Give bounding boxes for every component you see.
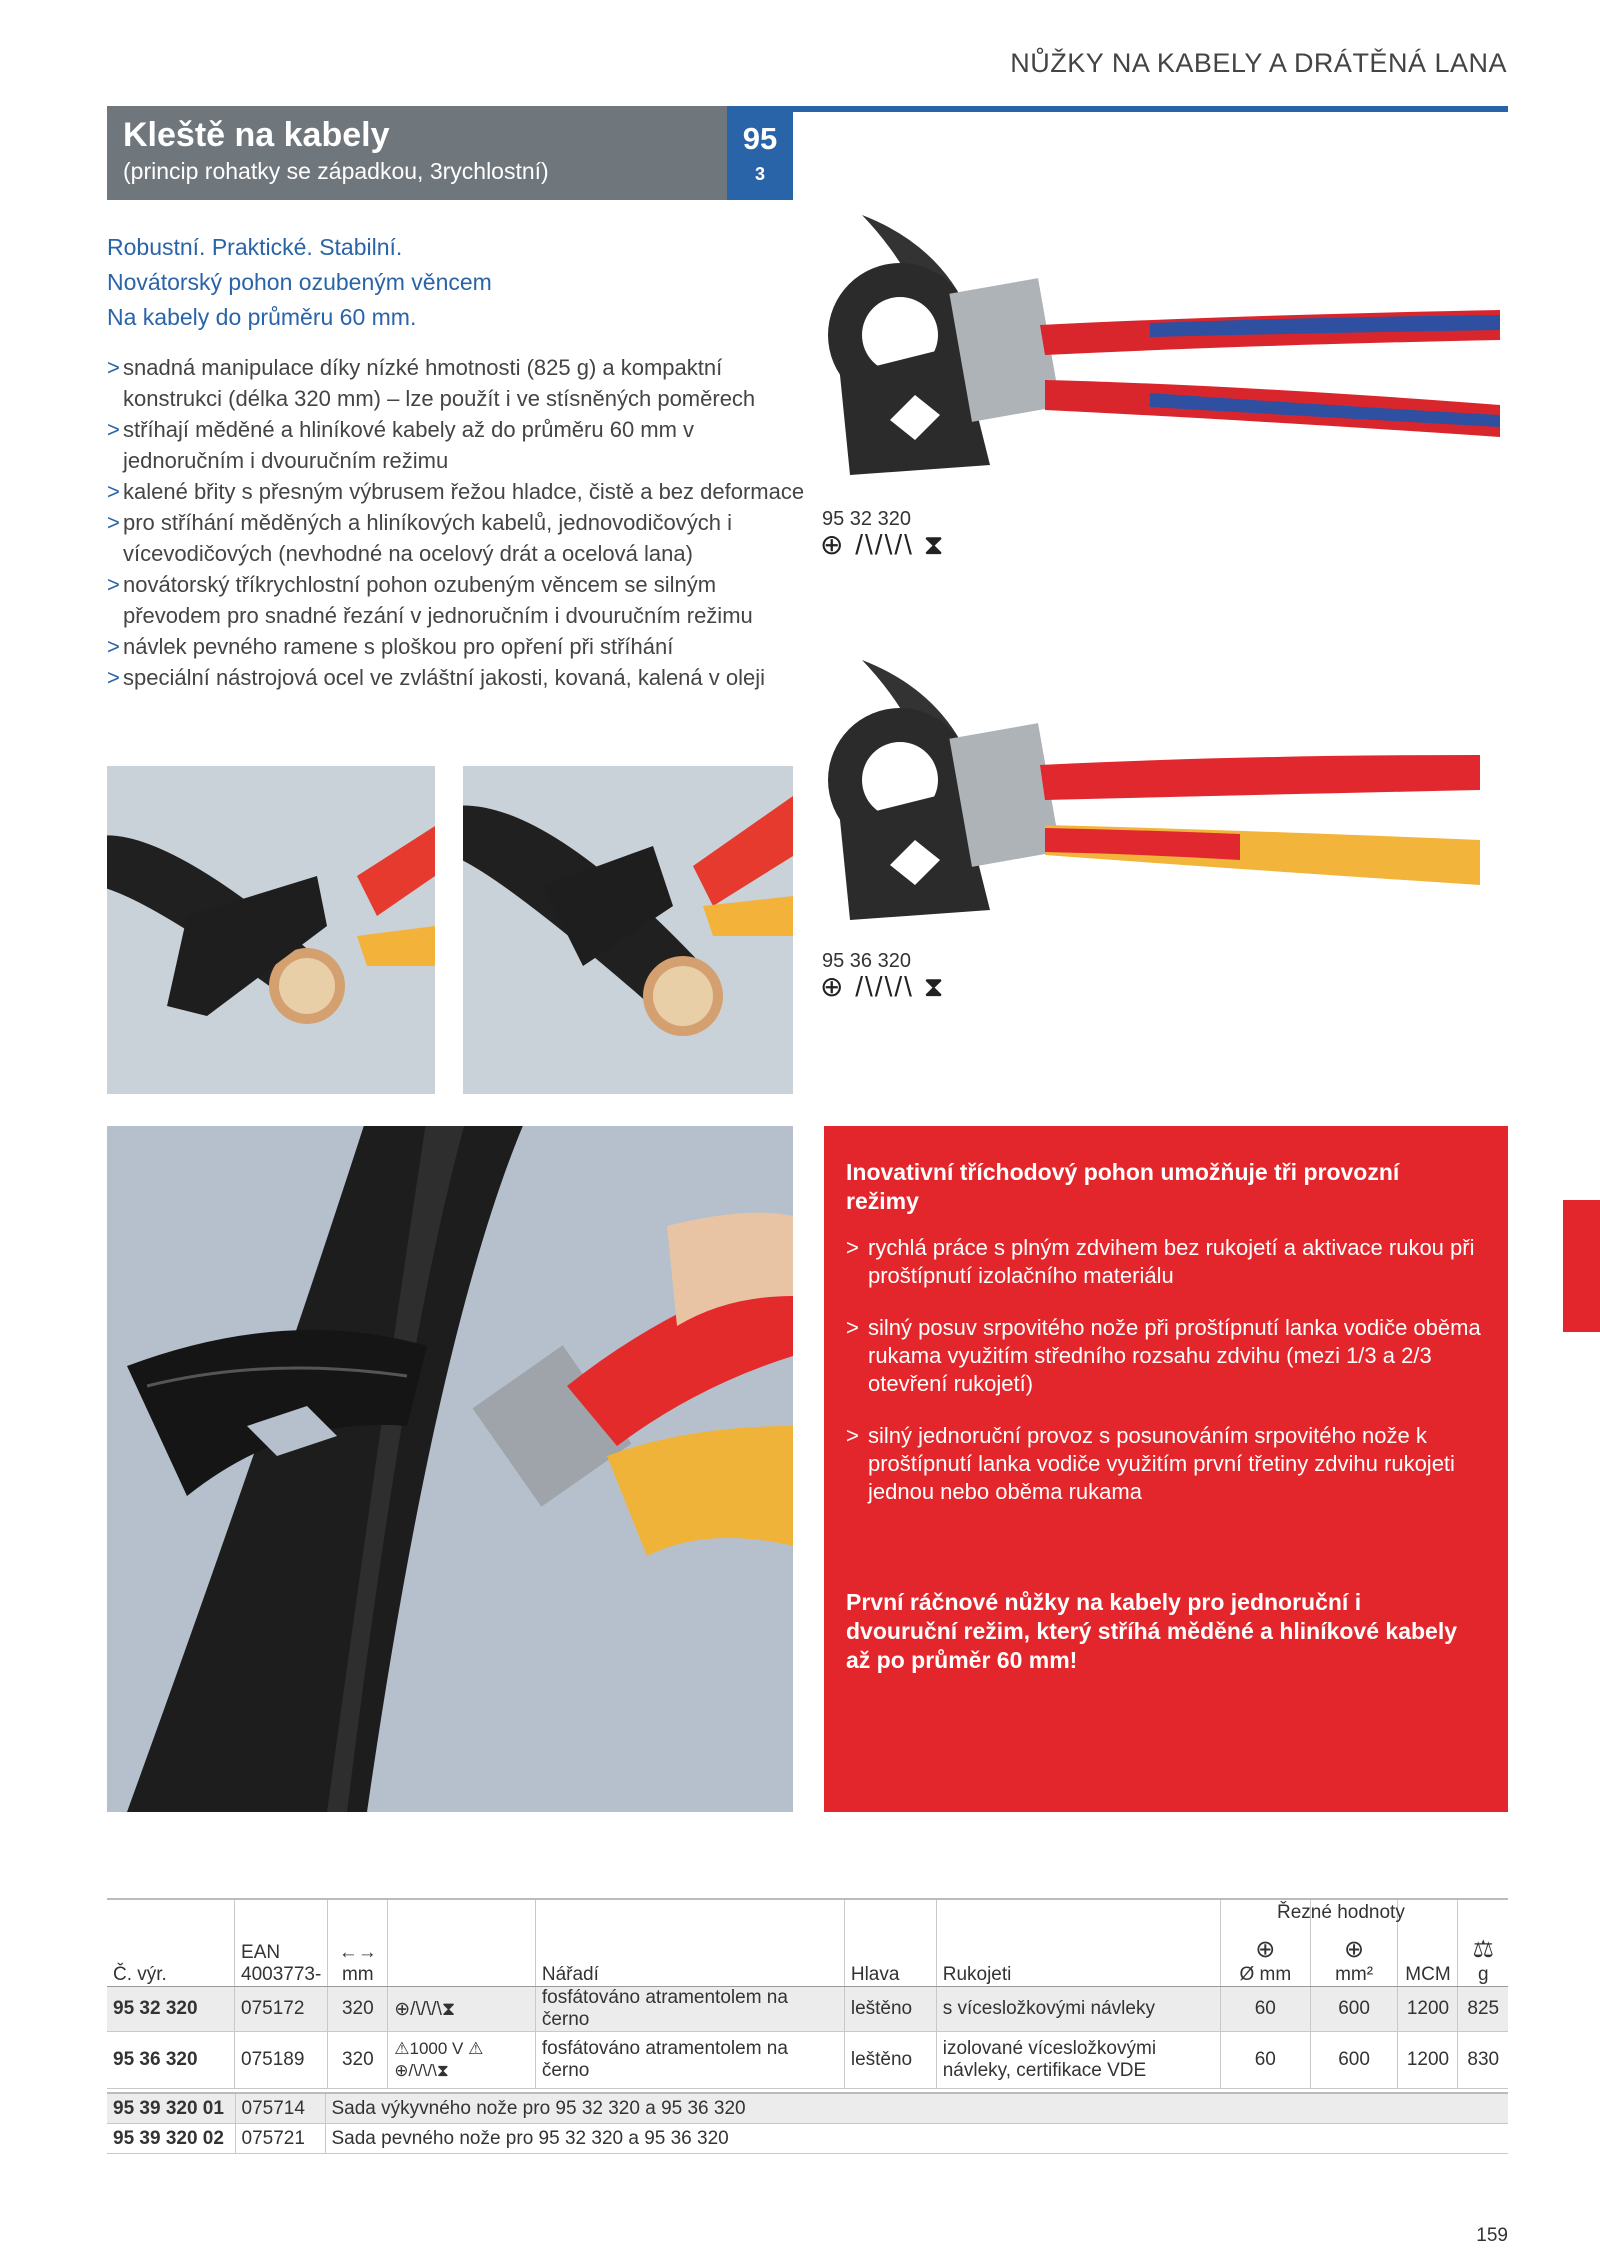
cell-mcm: 1200 <box>1398 1987 1458 2032</box>
cell-icons <box>388 2032 536 2089</box>
table-row <box>107 2124 1508 2154</box>
drive-mode-item: > silný jednoruční provoz s posunováním srpovitého nože k proštípnutí lanka vodiče využitím první třetiny zdvihu rukojeti jednou nebo oběma rukama <box>846 1422 1486 1506</box>
cell-ean: 075721 <box>235 2124 325 2154</box>
cell-length: 320 <box>328 2032 388 2089</box>
cell-desc: Sada výkyvného nože pro 95 32 320 a 95 36 320 <box>325 2093 1508 2124</box>
usage-photo <box>463 766 793 1094</box>
cell-ean: 075189 <box>235 2032 328 2089</box>
col-head: Hlava <box>844 1899 936 1987</box>
cell-ean: 075714 <box>235 2093 325 2124</box>
cell-diameter: 60 <box>1220 1987 1310 2032</box>
cell-head: leštěno <box>844 2032 936 2089</box>
col-ean: EAN 4003773- <box>235 1899 328 1987</box>
vde-1000v-icons: ⚠1000 V ⚠ <box>394 2039 484 2058</box>
cell-tool: fosfátováno atramentolem na černo <box>535 2032 844 2089</box>
usage-photo-large <box>107 1126 793 1812</box>
usage-photo <box>107 766 435 1094</box>
product-image-95-36-320 <box>820 650 1510 950</box>
cell-icons: ⊕/\/\/\⧗ <box>388 1987 536 2032</box>
col-no: Č. výr. <box>107 1899 235 1987</box>
product-feature-icons: ⊕ /\/\/\ ⧗ <box>820 529 946 560</box>
cell-no: 95 39 320 01 <box>107 2093 235 2124</box>
weight-icon: ⚖ <box>1472 1936 1494 1963</box>
product-code: 95 32 320 <box>822 508 911 530</box>
cell-area: 600 <box>1310 2032 1398 2089</box>
intro-line: Robustní. Praktické. Stabilní. <box>107 234 403 260</box>
feature-icons: ⊕/\/\/\⧗ <box>394 2061 449 2080</box>
feature-list <box>107 352 807 693</box>
product-header <box>107 106 727 200</box>
group-sub-number: 3 <box>754 164 765 184</box>
length-arrow-icon: ←→ <box>338 1942 377 1963</box>
cell-area: 600 <box>1310 1987 1398 2032</box>
cell-no: 95 36 320 <box>107 2032 235 2089</box>
area-icon: ⊕ <box>1344 1936 1365 1963</box>
cell-weight: 830 <box>1458 2032 1508 2089</box>
cell-head: leštěno <box>844 1987 936 2032</box>
group-number: 95 <box>742 121 778 156</box>
col-length <box>328 1899 388 1987</box>
spare-sets-table <box>107 2092 1508 2154</box>
col-weight-unit: g <box>1477 1964 1489 1985</box>
drive-modes-box <box>824 1126 1508 1812</box>
table-row <box>107 1987 1508 2032</box>
col-mcm: MCM <box>1398 1899 1458 1987</box>
product-feature-icons: ⊕ /\/\/\ ⧗ <box>820 971 946 1002</box>
drive-modes-list <box>846 1234 1486 1530</box>
product-subtitle: (princip rohatky se západkou, 3rychlostní) <box>123 158 549 184</box>
spec-table <box>107 1898 1508 2089</box>
feature-item: > stříhají měděné a hliníkové kabely až do průměru 60 mm v jednoručním i dvouručním režimu <box>107 414 807 476</box>
col-handles: Rukojeti <box>936 1899 1220 1987</box>
product-code: 95 36 320 <box>822 950 911 972</box>
cutting-values-group-header: Řezné hodnoty <box>1277 1902 1405 1923</box>
diameter-icon: ⊕ <box>1255 1936 1276 1963</box>
feature-item: > speciální nástrojová ocel ve zvláštní jakosti, kovaná, kalená v oleji <box>107 662 807 693</box>
intro <box>107 230 492 335</box>
feature-item: > návlek pevného ramene s ploškou pro opření při stříhání <box>107 631 807 662</box>
table-row <box>107 2093 1508 2124</box>
intro-line: Na kabely do průměru 60 mm. <box>107 304 417 330</box>
cell-desc: Sada pevného nože pro 95 32 320 a 95 36 320 <box>325 2124 1508 2154</box>
cell-handles: s vícesložkovými návleky <box>936 1987 1220 2032</box>
cell-tool: fosfátováno atramentolem na černo <box>535 1987 844 2032</box>
drive-modes-footer: První ráčnové nůžky na kabely pro jednoruční i dvouruční režim, který stříhá měděné a hliníkové kabely až po průměr 60 mm! <box>846 1589 1458 1673</box>
col-diameter-unit: Ø mm <box>1239 1964 1292 1985</box>
drive-mode-item: > rychlá práce s plným zdvihem bez rukojetí a aktivace rukou při proštípnutí izolačního materiálu <box>846 1234 1486 1290</box>
table-row <box>107 2032 1508 2089</box>
product-image-95-32-320 <box>820 205 1510 505</box>
intro-line: Novátorský pohon ozubeným věncem <box>107 269 492 295</box>
cell-weight: 825 <box>1458 1987 1508 2032</box>
cell-no: 95 39 320 02 <box>107 2124 235 2154</box>
cell-no: 95 32 320 <box>107 1987 235 2032</box>
col-area-unit: mm² <box>1335 1964 1374 1985</box>
feature-item: > pro stříhání měděných a hliníkových kabelů, jednovodičových i vícevodičových (nevhodné na ocelový drát a ocelová lana) <box>107 507 807 569</box>
col-icons <box>388 1899 536 1987</box>
cell-diameter: 60 <box>1220 2032 1310 2089</box>
col-tool: Nářadí <box>535 1899 844 1987</box>
page-number: 159 <box>1476 2225 1508 2246</box>
section-title: NŮŽKY NA KABELY A DRÁTĚNÁ LANA <box>1010 48 1507 78</box>
cell-length: 320 <box>328 1987 388 2032</box>
feature-item: > snadná manipulace díky nízké hmotnosti (825 g) a kompaktní konstrukci (délka 320 mm) – lze použít i ve stísněných poměrech <box>107 352 807 414</box>
drive-modes-heading: Inovativní tříchodový pohon umožňuje tři provozní režimy <box>846 1159 1400 1214</box>
cell-ean: 075172 <box>235 1987 328 2032</box>
product-title: Kleště na kabely <box>123 116 390 154</box>
drive-mode-item: > silný posuv srpovitého nože při proštípnutí lanka vodiče oběma rukama využitím středního rozsahu zdvihu (mezi 1/3 a 2/3 otevření rukojetí) <box>846 1314 1486 1398</box>
group-number-box <box>727 106 793 200</box>
col-length-unit: mm <box>341 1964 374 1985</box>
cell-mcm: 1200 <box>1398 2032 1458 2089</box>
feature-item: > novátorský tříkrychlostní pohon ozubeným věncem se silným převodem pro snadné řezání v jednoručním i dvouručním režimu <box>107 569 807 631</box>
cell-handles: izolované vícesložkovými návleky, certifikace VDE <box>936 2032 1220 2089</box>
feature-item: > kalené břity s přesným výbrusem řežou hladce, čistě a bez deformace <box>107 476 807 507</box>
col-weight <box>1458 1899 1508 1987</box>
chapter-tab-marker <box>1563 1200 1600 1332</box>
